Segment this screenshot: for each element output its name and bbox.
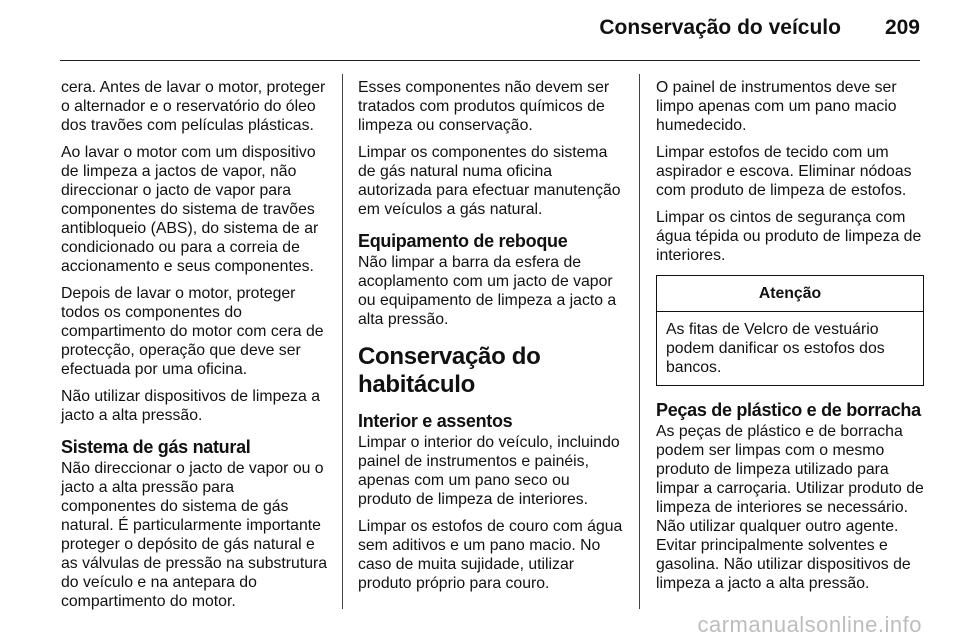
section-heading-gas: Sistema de gás natural [61, 437, 251, 457]
main-section-heading: Conservação do habitáculo [358, 343, 541, 398]
column-2 [358, 78, 626, 601]
paragraph: Ao lavar o motor com um dispositivo de limpeza a jactos de vapor, não direccionar o jacto de vapor para componentes do sistema de travões antibloqueio (ABS), do sistema de ar condicionado ou para a correia de accionamento e seus componentes. [61, 144, 319, 275]
section-heading-plastic: Peças de plástico e de borracha [656, 400, 921, 420]
paragraph: cera. Antes de lavar o motor, proteger o alternador e o reservatório do óleo dos travões com películas plásticas. [61, 79, 326, 134]
paragraph: O painel de instrumentos deve ser limpo apenas com um pano macio humedecido. [656, 79, 897, 134]
page-number: 209 [884, 16, 920, 39]
column-1 [61, 78, 329, 619]
header-rule [60, 60, 920, 61]
paragraph: Limpar os estofos de couro com água sem aditivos e um pano macio. No caso de muita sujidade, utilizar produto próprio para couro. [358, 518, 623, 592]
column-3 [656, 78, 924, 601]
caution-notice [656, 275, 924, 386]
notice-text: As fitas de Velcro de vestuário podem danificar os estofos dos bancos. [666, 321, 885, 376]
paragraph: Não direccionar o jacto de vapor ou o jacto a alta pressão para componentes do sistema de gás natural. É particularmente importante proteger o depósito de gás natural e as válvulas de pressão na substrutura do veículo e na antepara do compartimento do motor. [61, 460, 328, 610]
section-heading-interior: Interior e assentos [358, 411, 513, 431]
paragraph: Limpar o interior do veículo, incluindo painel de instrumentos e painéis, apenas com um pano seco ou produto de limpeza de interiores. [358, 434, 620, 508]
paragraph: Limpar os componentes do sistema de gás natural numa oficina autorizada para efectuar manutenção em veículos a gás natural. [358, 144, 621, 218]
paragraph: Não utilizar dispositivos de limpeza a jacto a alta pressão. [61, 388, 321, 424]
page-header [599, 16, 920, 40]
paragraph: As peças de plástico e de borracha podem ser limpas com o mesmo produto de limpeza utilizado para limpar a carroçaria. Utilizar produto de limpeza de interiores se necessário. Não utilizar qualquer outro agente. Evitar principalmente solventes e gasolina. Não utilizar dispositivos de limpeza a jacto a alta pressão. [656, 423, 924, 592]
paragraph: Esses componentes não devem ser tratados com produtos químicos de limpeza ou conservação. [358, 79, 610, 134]
paragraph: Não limpar a barra da esfera de acoplamento com um jacto de vapor ou equipamento de limpeza a jacto a alta pressão. [358, 254, 617, 328]
watermark: carmanualsonline.info [697, 612, 922, 637]
page-title: Conservação do veículo [599, 16, 841, 39]
paragraph: Limpar estofos de tecido com um aspirador e escova. Eliminar nódoas com produto de limpeza de estofos. [656, 144, 912, 199]
column-divider [639, 74, 640, 609]
paragraph: Depois de lavar o motor, proteger todos os componentes do compartimento do motor com cera de protecção, operação que deve ser efectuada por uma oficina. [61, 285, 324, 378]
section-heading-towing: Equipamento de reboque [358, 231, 568, 251]
paragraph: Limpar os cintos de segurança com água tépida ou produto de limpeza de interiores. [656, 209, 922, 264]
column-divider [342, 74, 343, 609]
notice-title: Atenção [657, 276, 923, 312]
